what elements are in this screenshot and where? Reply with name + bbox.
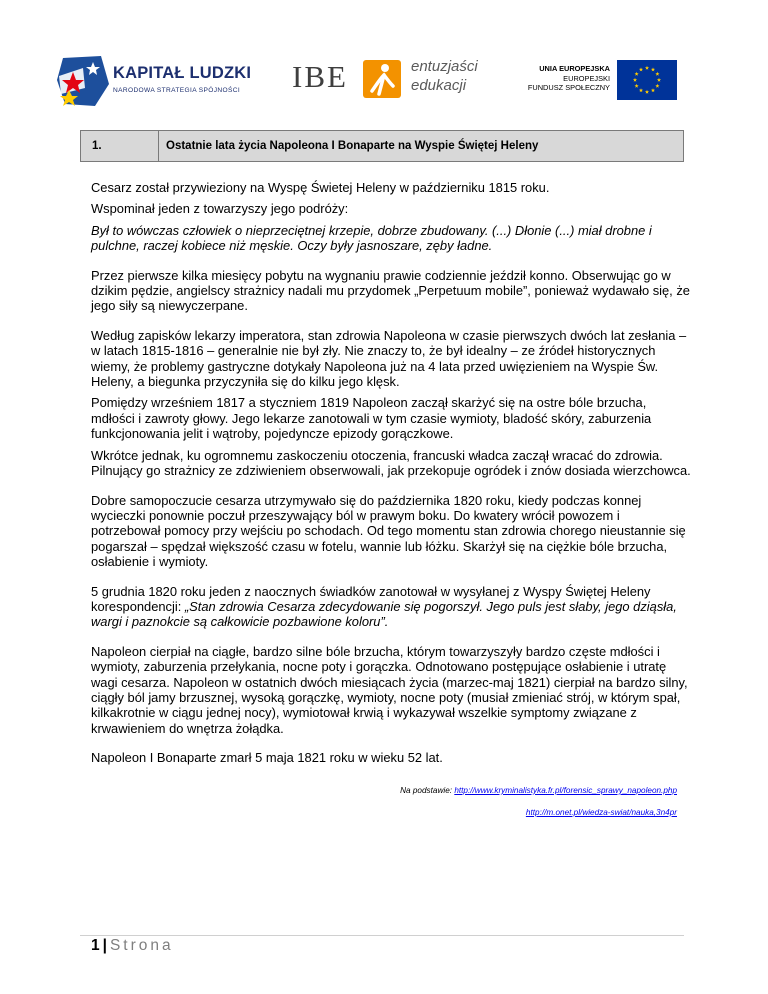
paragraph-9: [91, 584, 691, 630]
kapital-ludzki-logo-icon: [55, 54, 110, 109]
heading-table: [80, 130, 684, 162]
article-body: [91, 180, 691, 772]
page-word: Strona: [109, 937, 174, 954]
kapital-ludzki-title: KAPITAŁ LUDZKI: [113, 64, 252, 82]
eu-line2: EUROPEJSKI: [563, 73, 610, 83]
paragraph-6: Pomiędzy wrześniem 1817 a styczniem 1819 Napoleon zaczął skarżyć się na ostre bóle brzucha, mdłości i zawroty głowy. Jego lekarze zanotowali w tym czasie wymioty, bladość skóry, zaburzenia funkcjonowania jelit i wątroby, pojedyncze epizody gorączkowe.: [91, 395, 652, 442]
heading-title: Ostatnie lata życia Napoleona I Bonaparte na Wyspie Świętej Heleny: [166, 140, 539, 152]
source-label: Na podstawie:: [400, 786, 455, 795]
footer-divider: [80, 935, 684, 936]
source-link-2[interactable]: http://m.onet.pl/wiedza-swiat/nauka,3n4pr: [525, 808, 677, 817]
paragraph-10: Napoleon cierpiał na ciągłe, bardzo silne bóle brzucha, którym towarzyszyły bardzo częste mdłości i wymioty, zaburzenia przełykania, nocne poty i gorączka. Odnotowano postępujące osłabienie i utratę wagi cesarza. Napoleon w ostatnich dwóch miesiącach życia (marzec-maj 1821) cierpiał na bardzo silny, ciągły ból jamy brzusznej, wysoką gorączkę, wymioty, nocne poty (musiał zmieniać strój, w którym spał, kilkakrotnie w ciągu jednej nocy), wymiotował krwią i wykazywał wszelkie symptomy związane z krwawieniem do wnętrza żołądka.: [91, 643, 688, 736]
page-number: 1: [91, 937, 100, 954]
eu-line3: FUNDUSZ SPOŁECZNY: [527, 83, 610, 92]
heading-number: 1.: [92, 140, 102, 152]
eu-fund-text: [505, 64, 610, 93]
heading-number-cell: [81, 131, 159, 161]
paragraph-2: Wspominał jeden z towarzyszy jego podróży:: [91, 201, 349, 217]
source-link-1[interactable]: http://www.kryminalistyka.fr.pl/forensic_sprawy_napoleon.php: [454, 786, 677, 795]
paragraph-9-text: 5 grudnia 1820 roku jeden z naocznych świadków zanotował w wysyłanej z Wyspy Świętej Heleny korespondencji:: [91, 583, 651, 614]
entuzjasci-person-icon: [363, 60, 401, 98]
paragraph-9-quote: „Stan zdrowia Cesarza zdecydowanie się pogorszył. Jego puls jest słaby, jego dziąsła, wargi i paznokcie są całkowicie pozbawione koloru”.: [91, 598, 677, 630]
footer-separator: |: [102, 937, 107, 954]
paragraph-4: Przez pierwsze kilka miesięcy pobytu na wygnaniu prawie codziennie jeździł konno. Obserwując go w dzikim pędzie, angielscy strażnicy nadali mu przydomek „Perpetuum mobile”, ponieważ wydawało się, że jego siły są niewyczerpane.: [91, 267, 690, 314]
eu-flag-icon: [617, 60, 677, 100]
paragraph-5: Według zapisków lekarzy imperatora, stan zdrowia Napoleona w czasie pierwszych dwóch lat zesłania – w latach 1815-1816 – generalnie nie był zły. Nie znaczy to, że był idealny – ze źródeł historycznych wiemy, że problemy gastryczne dotykały Napoleona już na 4 lata przed uwięzieniem na Wyspie Św. Heleny, a biegunka przyczyniła się do kilku jego klęsk.: [91, 327, 687, 390]
logo-bar: [0, 50, 768, 120]
kapital-ludzki-subtitle: NARODOWA STRATEGIA SPÓJNOŚCI: [113, 87, 241, 94]
edukacji-line: edukacji: [411, 77, 467, 94]
paragraph-8: Dobre samopoczucie cesarza utrzymywało się do października 1820 roku, kiedy podczas konnej wycieczki ponownie poczuł przeszywający ból w prawym boku. Do kwatery wrócił powozem i potrzebował pomocy przy wejściu po schodach. Od tego momentu stan zdrowia chorego nieustannie się pogarszał – spędzał większość czasu w fotelu, wannie lub łóżku. Skarżył się na ciężkie bóle brzucha, osłabienie i wymioty.: [91, 492, 686, 570]
ibe-logo-text: IBE: [292, 59, 348, 94]
quote-paragraph: Był to wówczas człowiek o nieprzeciętnej krzepie, dobrze zbudowany. (...) Dłonie (...) miał drobne i pulchne, raczej kobiece niż męskie. Oczy były jasnoszare, zęby ładne.: [91, 222, 652, 254]
source-row-2: [91, 807, 677, 819]
eu-line1: UNIA EUROPEJSKA: [539, 64, 610, 73]
page-footer: [91, 937, 174, 955]
source-row-1: [91, 785, 677, 797]
paragraph-7: Wkrótce jednak, ku ogromnemu zaskoczeniu otoczenia, francuski władca zaczął wracać do zdrowia. Pilnujący go strażnicy ze zdziwieniem obserwowali, jak przekopuje ogródek i znów dosiada wierzchowca.: [91, 447, 691, 479]
paragraph-1: Cesarz został przywieziony na Wyspę Świetej Heleny w październiku 1815 roku.: [91, 180, 550, 195]
paragraph-11: Napoleon I Bonaparte zmarł 5 maja 1821 roku w wieku 52 lat.: [91, 750, 443, 766]
entuzjasci-line: entuzjaści: [411, 58, 478, 75]
source-block: [91, 785, 677, 819]
